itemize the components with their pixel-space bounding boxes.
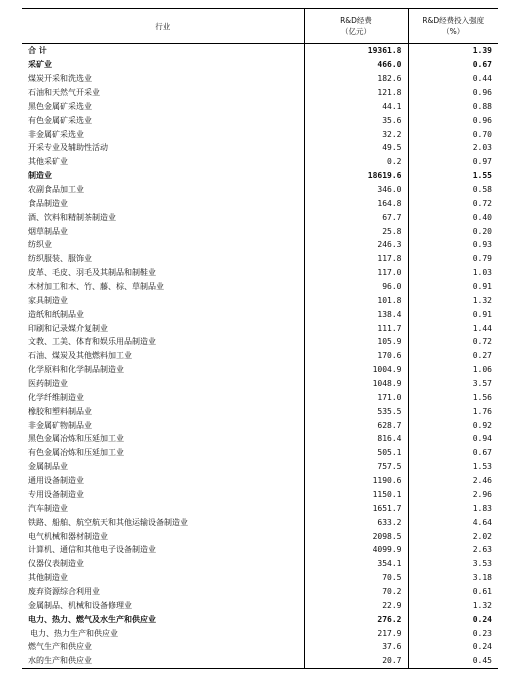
industry-cell: 化学纤维制造业 [28, 392, 84, 402]
table-row [22, 72, 498, 86]
rd-funds-cell: 35.6 [304, 113, 408, 127]
intensity-cell: 0.24 [408, 640, 498, 654]
industry-cell: 燃气生产和供应业 [28, 642, 92, 652]
table-row [22, 529, 498, 543]
table-row [22, 404, 498, 418]
intensity-cell: 0.20 [408, 224, 498, 238]
industry-cell: 黑色金属矿采选业 [28, 101, 92, 111]
intensity-cell: 0.58 [408, 183, 498, 197]
rd-funds-cell: 170.6 [304, 349, 408, 363]
table-row [22, 432, 498, 446]
industry-cell: 文教、工美、体育和娱乐用品制造业 [28, 337, 156, 347]
rd-funds-cell: 25.8 [304, 224, 408, 238]
table-row [22, 266, 498, 280]
table-row [22, 224, 498, 238]
table-row [22, 654, 498, 668]
rd-funds-cell: 37.6 [304, 640, 408, 654]
rd-funds-cell: 535.5 [304, 404, 408, 418]
intensity-cell: 1.76 [408, 404, 498, 418]
header-rd-funds [304, 9, 408, 44]
industry-cell: 化学原料和化学制品制造业 [28, 365, 124, 375]
header-intensity [408, 9, 498, 44]
table-row [22, 488, 498, 502]
table-row [22, 501, 498, 515]
intensity-cell: 2.96 [408, 488, 498, 502]
table-row [22, 515, 498, 529]
table-row [22, 377, 498, 391]
industry-cell: 其他制造业 [28, 573, 68, 583]
rd-funds-cell: 1651.7 [304, 501, 408, 515]
industry-cell: 造纸和纸制品业 [28, 309, 84, 319]
industry-cell: 制造业 [28, 171, 52, 181]
table-row [22, 557, 498, 571]
table-row [22, 280, 498, 294]
rd-funds-cell: 246.3 [304, 238, 408, 252]
table-row [22, 99, 498, 113]
industry-cell: 石油和天然气开采业 [28, 88, 100, 97]
table-row [22, 626, 498, 640]
table-row [22, 141, 498, 155]
intensity-cell: 0.94 [408, 432, 498, 446]
rd-funds-cell: 217.9 [304, 626, 408, 640]
rd-funds-cell: 117.0 [304, 266, 408, 280]
industry-cell: 合 计 [28, 46, 47, 56]
table-row [22, 169, 498, 183]
intensity-cell: 1.32 [408, 293, 498, 307]
rd-funds-cell: 67.7 [304, 210, 408, 224]
intensity-cell: 2.46 [408, 474, 498, 488]
intensity-cell: 0.88 [408, 99, 498, 113]
rd-funds-cell: 117.8 [304, 252, 408, 266]
industry-cell: 有色金属矿采选业 [28, 115, 92, 125]
table-row [22, 460, 498, 474]
rd-funds-cell: 49.5 [304, 141, 408, 155]
intensity-cell: 3.18 [408, 571, 498, 585]
rd-funds-cell: 1048.9 [304, 377, 408, 391]
rd-funds-cell: 2098.5 [304, 529, 408, 543]
intensity-cell: 1.32 [408, 598, 498, 612]
table-row [22, 349, 498, 363]
industry-cell: 非金属矿采选业 [28, 129, 84, 139]
table-row [22, 44, 498, 58]
table-row [22, 196, 498, 210]
table-row [22, 321, 498, 335]
industry-cell: 皮革、毛皮、羽毛及其制品和制鞋业 [28, 268, 156, 278]
industry-cell: 有色金属冶炼和压延加工业 [28, 448, 124, 458]
intensity-cell: 2.63 [408, 543, 498, 557]
intensity-cell: 1.56 [408, 390, 498, 404]
industry-cell: 木材加工和木、竹、藤、棕、草制品业 [28, 282, 164, 292]
intensity-cell: 0.44 [408, 72, 498, 86]
rd-funds-cell: 1004.9 [304, 363, 408, 377]
intensity-cell: 0.92 [408, 418, 498, 432]
intensity-cell: 0.45 [408, 654, 498, 668]
industry-cell: 酒、饮料和精制茶制造业 [28, 212, 116, 222]
rd-funds-cell: 111.7 [304, 321, 408, 335]
rd-funds-cell: 32.2 [304, 127, 408, 141]
industry-cell: 橡胶和塑料制品业 [28, 406, 92, 416]
intensity-cell: 0.96 [408, 86, 498, 100]
industry-cell: 电力、热力生产和供应业 [30, 628, 118, 638]
table-row [22, 363, 498, 377]
table-row [22, 183, 498, 197]
industry-cell: 农副食品加工业 [28, 185, 84, 195]
intensity-cell: 1.53 [408, 460, 498, 474]
table-row [22, 598, 498, 612]
intensity-cell: 2.02 [408, 529, 498, 543]
rd-funds-cell: 1150.1 [304, 488, 408, 502]
table-row [22, 293, 498, 307]
rd-funds-cell: 182.6 [304, 72, 408, 86]
intensity-cell: 0.91 [408, 307, 498, 321]
intensity-cell: 0.79 [408, 252, 498, 266]
rd-funds-cell: 70.2 [304, 585, 408, 599]
rd-funds-table [22, 8, 498, 669]
intensity-cell: 0.97 [408, 155, 498, 169]
header-industry: 行业 [22, 9, 304, 44]
table-row [22, 307, 498, 321]
rd-funds-cell: 757.5 [304, 460, 408, 474]
rd-funds-cell: 628.7 [304, 418, 408, 432]
rd-funds-cell: 20.7 [304, 654, 408, 668]
industry-cell: 仪器仪表制造业 [28, 559, 84, 569]
rd-funds-cell: 121.8 [304, 86, 408, 100]
industry-cell: 黑色金属冶炼和压延加工业 [28, 434, 124, 444]
rd-funds-cell: 0.2 [304, 155, 408, 169]
industry-cell: 石油、煤炭及其他燃料加工业 [28, 351, 132, 361]
header-intensity-line2: （%） [442, 27, 465, 36]
intensity-cell: 0.24 [408, 612, 498, 626]
industry-cell: 计算机、通信和其他电子设备制造业 [28, 545, 156, 555]
rd-funds-cell: 633.2 [304, 515, 408, 529]
intensity-cell: 3.53 [408, 557, 498, 571]
industry-cell: 通用设备制造业 [28, 476, 84, 486]
header-intensity-line1: R&D经费投入强度 [422, 16, 485, 25]
industry-cell: 电力、热力、燃气及水生产和供应业 [28, 614, 156, 624]
industry-cell: 医药制造业 [28, 379, 68, 389]
industry-cell: 废弃资源综合利用业 [28, 586, 100, 596]
intensity-cell: 1.06 [408, 363, 498, 377]
table-row [22, 86, 498, 100]
intensity-cell: 0.93 [408, 238, 498, 252]
table-row [22, 543, 498, 557]
industry-cell: 汽车制造业 [28, 503, 68, 513]
table-row [22, 418, 498, 432]
table-row [22, 335, 498, 349]
intensity-cell: 2.03 [408, 141, 498, 155]
rd-funds-cell: 816.4 [304, 432, 408, 446]
industry-cell: 专用设备制造业 [28, 489, 84, 499]
rd-funds-cell: 276.2 [304, 612, 408, 626]
header-rd-funds-line2: （亿元） [341, 27, 371, 36]
industry-cell: 金属制品、机械和设备修理业 [28, 600, 132, 610]
intensity-cell: 0.67 [408, 446, 498, 460]
table-row [22, 640, 498, 654]
table-row [22, 113, 498, 127]
header-rd-funds-line1: R&D经费 [340, 16, 372, 25]
rd-funds-cell: 44.1 [304, 99, 408, 113]
industry-cell: 金属制品业 [28, 462, 68, 472]
intensity-cell: 1.44 [408, 321, 498, 335]
rd-funds-cell: 19361.8 [304, 44, 408, 58]
intensity-cell: 1.83 [408, 501, 498, 515]
table-body [22, 44, 498, 669]
intensity-cell: 1.03 [408, 266, 498, 280]
table-row [22, 390, 498, 404]
intensity-cell: 0.72 [408, 335, 498, 349]
table-row [22, 446, 498, 460]
table-row [22, 612, 498, 626]
rd-funds-cell: 138.4 [304, 307, 408, 321]
industry-cell: 纺织业 [28, 240, 52, 250]
table-row [22, 155, 498, 169]
intensity-cell: 0.40 [408, 210, 498, 224]
intensity-cell: 4.64 [408, 515, 498, 529]
table-row [22, 58, 498, 72]
rd-funds-cell: 96.0 [304, 280, 408, 294]
intensity-cell: 1.39 [408, 44, 498, 58]
industry-cell: 其他采矿业 [28, 157, 68, 167]
industry-cell: 非金属矿物制品业 [28, 420, 92, 430]
table-header-row [22, 9, 498, 44]
rd-funds-cell: 1190.6 [304, 474, 408, 488]
intensity-cell: 3.57 [408, 377, 498, 391]
industry-cell: 纺织服装、服饰业 [28, 254, 92, 264]
rd-funds-cell: 171.0 [304, 390, 408, 404]
rd-funds-cell: 505.1 [304, 446, 408, 460]
table-row [22, 571, 498, 585]
industry-cell: 电气机械和器材制造业 [28, 531, 108, 541]
rd-funds-cell: 4099.9 [304, 543, 408, 557]
table-row [22, 210, 498, 224]
rd-funds-cell: 22.9 [304, 598, 408, 612]
intensity-cell: 1.55 [408, 169, 498, 183]
industry-cell: 水的生产和供应业 [22, 654, 304, 668]
rd-funds-cell: 354.1 [304, 557, 408, 571]
industry-cell: 印刷和记录媒介复制业 [28, 323, 108, 333]
intensity-cell: 0.27 [408, 349, 498, 363]
intensity-cell: 0.91 [408, 280, 498, 294]
rd-funds-cell: 70.5 [304, 571, 408, 585]
intensity-cell: 0.72 [408, 196, 498, 210]
rd-funds-cell: 164.8 [304, 196, 408, 210]
industry-cell: 煤炭开采和洗选业 [28, 74, 92, 84]
industry-cell: 开采专业及辅助性活动 [28, 143, 108, 153]
intensity-cell: 0.70 [408, 127, 498, 141]
rd-funds-cell: 101.8 [304, 293, 408, 307]
table-row [22, 252, 498, 266]
industry-cell: 采矿业 [28, 60, 52, 70]
rd-funds-cell: 18619.6 [304, 169, 408, 183]
industry-cell: 食品制造业 [28, 198, 68, 208]
rd-funds-cell: 105.9 [304, 335, 408, 349]
intensity-cell: 0.67 [408, 58, 498, 72]
intensity-cell: 0.61 [408, 585, 498, 599]
table-row [22, 474, 498, 488]
rd-funds-cell: 466.0 [304, 58, 408, 72]
table-row [22, 585, 498, 599]
industry-cell: 家具制造业 [28, 295, 68, 305]
industry-cell: 烟草制品业 [28, 226, 68, 236]
rd-funds-cell: 346.0 [304, 183, 408, 197]
table-row [22, 127, 498, 141]
intensity-cell: 0.96 [408, 113, 498, 127]
industry-cell: 铁路、船舶、航空航天和其他运输设备制造业 [28, 517, 188, 527]
intensity-cell: 0.23 [408, 626, 498, 640]
table-row [22, 238, 498, 252]
